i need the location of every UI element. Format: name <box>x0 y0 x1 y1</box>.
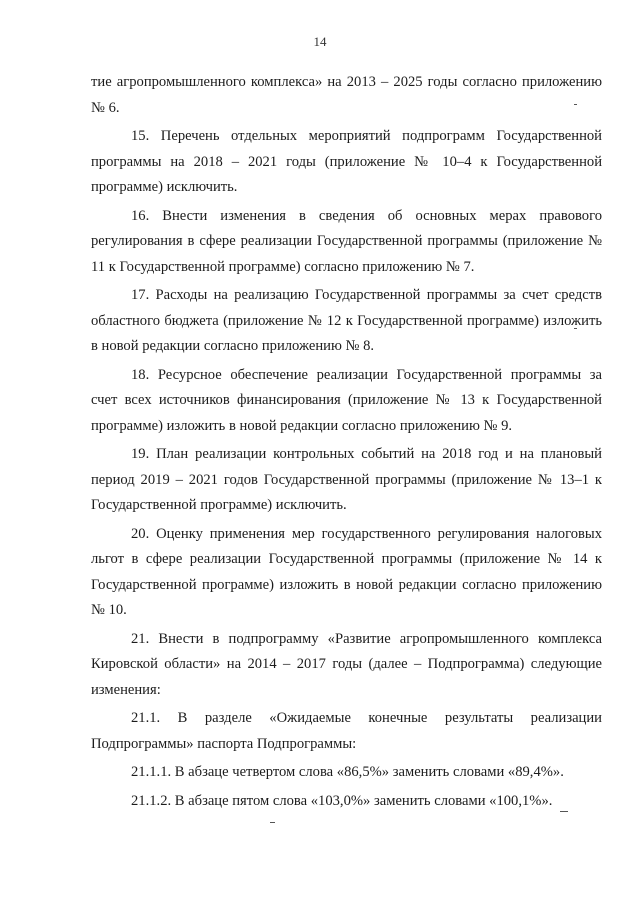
scan-mark <box>574 328 577 329</box>
paragraph-item-20: 20. Оценку применения мер государственного регулирования налоговых льгот в сфере реализации Государственной программы (приложение № 14 к Государственной программе) изложить в новой редакции согласно приложению № 10. <box>91 525 602 618</box>
paragraph-item-21-1-2: 21.1.2. В абзаце пятом слова «103,0%» заменить словами «100,1%». <box>131 792 553 809</box>
page-number: 14 <box>313 34 327 49</box>
scan-mark <box>560 811 568 812</box>
paragraph-item-16: 16. Внести изменения в сведения об основных мерах правового регулирования в сфере реализации Государственной программы (приложение № 11 к Государственной программе) согласно приложению № 7. <box>91 207 602 275</box>
paragraph-item-19: 19. План реализации контрольных событий на 2018 год и на плановый период 2019 – 2021 годов Государственной программы (приложение № 13–1 к Государственной программе) исключить. <box>91 446 602 513</box>
paragraph-item-17: 17. Расходы на реализацию Государственной программы за счет средств областного бюджета (приложение № 12 к Государственной программе) изложить в новой редакции согласно приложению № 8. <box>91 287 602 354</box>
paragraph-continuation: тие агропромышленного комплекса» на 2013 – 2025 годы согласно приложению № 6. <box>91 74 602 116</box>
scan-mark <box>574 104 577 105</box>
scan-mark <box>270 822 275 823</box>
paragraph-item-21-1: 21.1. В разделе «Ожидаемые конечные результаты реализации Подпрограммы» паспорта Подпрограммы: <box>91 710 602 752</box>
paragraph-item-21: 21. Внести в подпрограмму «Развитие агропромышленного комплекса Кировской области» на 2014 – 2017 годы (далее – Подпрограмма) следующие изменения: <box>91 630 602 698</box>
paragraph-item-18: 18. Ресурсное обеспечение реализации Государственной программы за счет всех источников финансирования (приложение № 13 к Государственной программе) изложить в новой редакции согласно приложению № 9. <box>91 366 602 434</box>
document-body <box>91 70 602 814</box>
paragraph-item-21-1-1: 21.1.1. В абзаце четвертом слова «86,5%» заменить словами «89,4%». <box>131 764 564 780</box>
paragraph-item-15: 15. Перечень отдельных мероприятий подпрограмм Государственной программы на 2018 – 2021 годы (приложение № 10–4 к Государственной программе) исключить. <box>91 128 602 195</box>
